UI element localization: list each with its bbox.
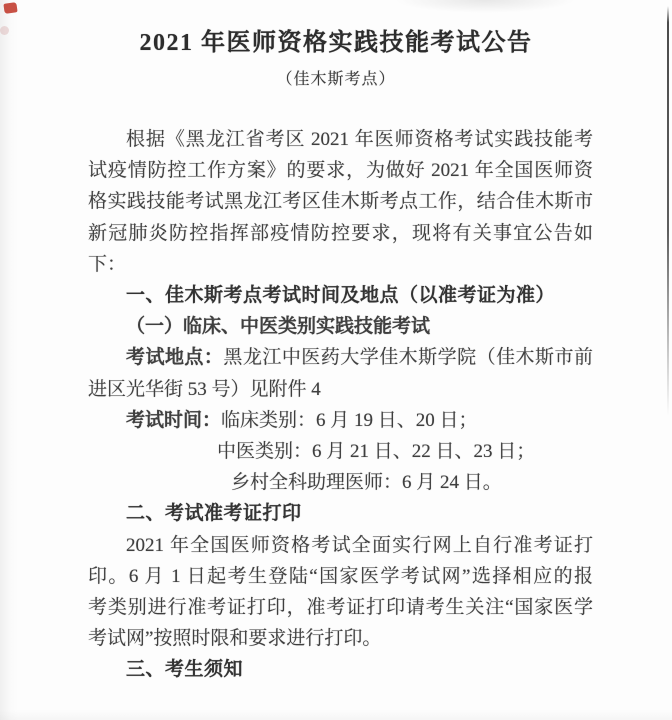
exam-time-line — [88, 405, 593, 436]
intro-line: 下： — [88, 253, 127, 275]
exam-time-tcm: 中医类别：6 月 21 日、22 日、23 日； — [217, 441, 536, 463]
scan-top-smudge — [395, 0, 575, 13]
document-subtitle: （佳木斯考点） — [276, 71, 396, 88]
red-stamp-mark — [3, 2, 17, 14]
section2-line: 考试网”按照时限和要求进行打印。 — [88, 628, 382, 650]
exam-location-label: 考试地点： — [126, 347, 224, 369]
section2-heading: 二、考试准考证打印 — [126, 503, 302, 525]
section2-line: 考类别进行准考证打印，准考证打印请考生关注“国家医学 — [88, 597, 593, 619]
exam-location-line — [88, 342, 593, 373]
intro-line: 格实践技能考试黑龙江考区佳木斯考点工作，结合佳木斯市 — [88, 191, 593, 213]
document-title: 2021 年医师资格实践技能考试公告 — [139, 30, 533, 56]
section1-subheading: （一）临床、中医类别实践技能考试 — [126, 316, 431, 338]
scan-left-shade — [0, 0, 18, 720]
intro-line: 试疫情防控工作方案》的要求，为做好 2021 年全国医师资 — [88, 160, 593, 182]
document-body — [88, 124, 593, 686]
section3-heading: 三、考生须知 — [126, 659, 244, 681]
exam-location-continued: 进区光华街 53 号）见附件 4 — [88, 378, 321, 400]
scan-bottom-shade — [0, 710, 672, 720]
intro-line: 新冠肺炎防控指挥部疫情防控要求，现将有关事宜公告如 — [88, 222, 593, 244]
exam-time-clinical: 临床类别：6 月 19 日、20 日； — [221, 409, 478, 431]
section2-line: 2021 年全国医师资格考试全面实行网上自行准考证打 — [126, 534, 593, 556]
section2-line: 印。6 月 1 日起考生登陆“国家医学考试网”选择相应的报 — [88, 565, 593, 587]
title-block — [0, 22, 672, 89]
intro-line: 根据《黑龙江省考区 2021 年医师资格考试实践技能考 — [126, 129, 593, 150]
exam-location-text: 黑龙江中医药大学佳木斯学院（佳木斯市前 — [223, 347, 593, 369]
section1-heading: 一、佳木斯考点考试时间及地点（以准考证为准） — [126, 285, 556, 307]
exam-time-rural: 乡村全科助理医师：6 月 24 日。 — [231, 472, 502, 494]
exam-time-label: 考试时间： — [126, 409, 222, 431]
